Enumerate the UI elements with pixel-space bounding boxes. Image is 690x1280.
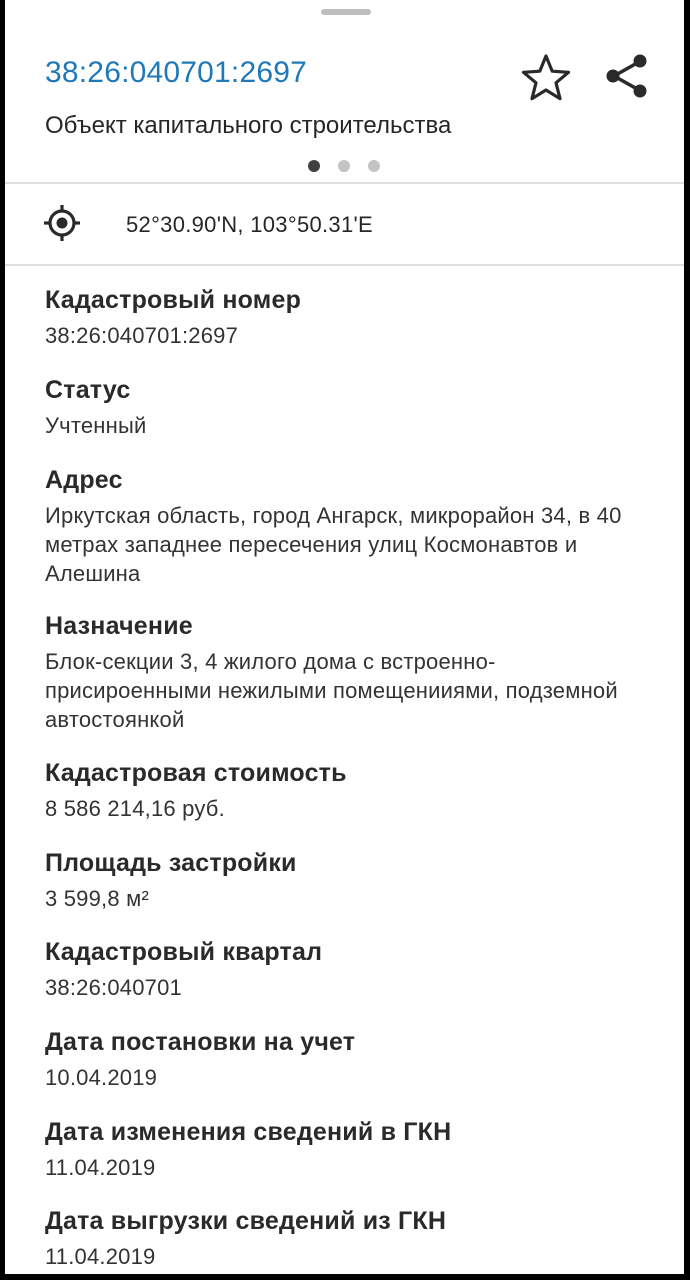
field-label: Кадастровый номер [45, 286, 302, 314]
share-icon [603, 52, 651, 100]
field-label: Назначение [45, 612, 193, 640]
field-cadastral-block [45, 937, 322, 1002]
field-label: Дата изменения сведений в ГКН [45, 1118, 452, 1146]
field-address [45, 465, 645, 588]
field-value: 3 599,8 м² [45, 886, 149, 911]
field-value: 10.04.2019 [45, 1065, 158, 1090]
favorite-button[interactable] [520, 52, 572, 104]
crosshair-icon [43, 204, 81, 242]
field-change-date [45, 1117, 451, 1182]
object-type-subtitle: Объект капитального строительства [45, 112, 452, 139]
field-label: Дата выгрузки сведений из ГКН [45, 1207, 447, 1235]
field-label: Кадастровый квартал [45, 938, 323, 966]
field-value: Учтенный [45, 413, 147, 438]
page-indicator [308, 160, 380, 172]
field-purpose [45, 611, 645, 734]
page-dot-active[interactable] [308, 160, 320, 172]
field-value: 11.04.2019 [45, 1244, 156, 1269]
field-registration-date [45, 1027, 355, 1092]
field-value: Блок-секции 3, 4 жилого дома с встроенно-присироенными нежилыми помещенииями, подземной автостоянкой [45, 649, 618, 732]
field-label: Адрес [45, 466, 123, 494]
field-label: Дата постановки на учет [45, 1028, 356, 1056]
field-status [45, 375, 147, 440]
field-value: 11.04.2019 [45, 1155, 156, 1180]
bottom-sheet [5, 0, 684, 1274]
field-value: 38:26:040701:2697 [45, 323, 239, 348]
field-cadastral-value [45, 758, 347, 823]
field-label: Площадь застройки [45, 849, 297, 877]
star-outline-icon [520, 52, 572, 104]
field-label: Статус [45, 376, 131, 404]
field-value: Иркутская область, город Ангарск, микрорайон 34, в 40 метрах западнее пересечения улиц Космонавтов и Алешина [45, 503, 622, 586]
sheet-header [5, 0, 684, 184]
field-value: 38:26:040701 [45, 975, 182, 1000]
share-button[interactable] [603, 52, 651, 100]
page-dot[interactable] [368, 160, 380, 172]
location-row[interactable] [5, 184, 684, 266]
page-dot[interactable] [338, 160, 350, 172]
cadastral-number-title[interactable]: 38:26:040701:2697 [45, 56, 307, 89]
field-value: 8 586 214,16 руб. [45, 796, 225, 821]
field-export-date [45, 1206, 446, 1271]
coordinates-text: 52°30.90'N, 103°50.31'E [126, 212, 373, 237]
field-cadastral-number [45, 285, 301, 350]
field-label: Кадастровая стоимость [45, 759, 347, 787]
field-built-area [45, 848, 297, 913]
